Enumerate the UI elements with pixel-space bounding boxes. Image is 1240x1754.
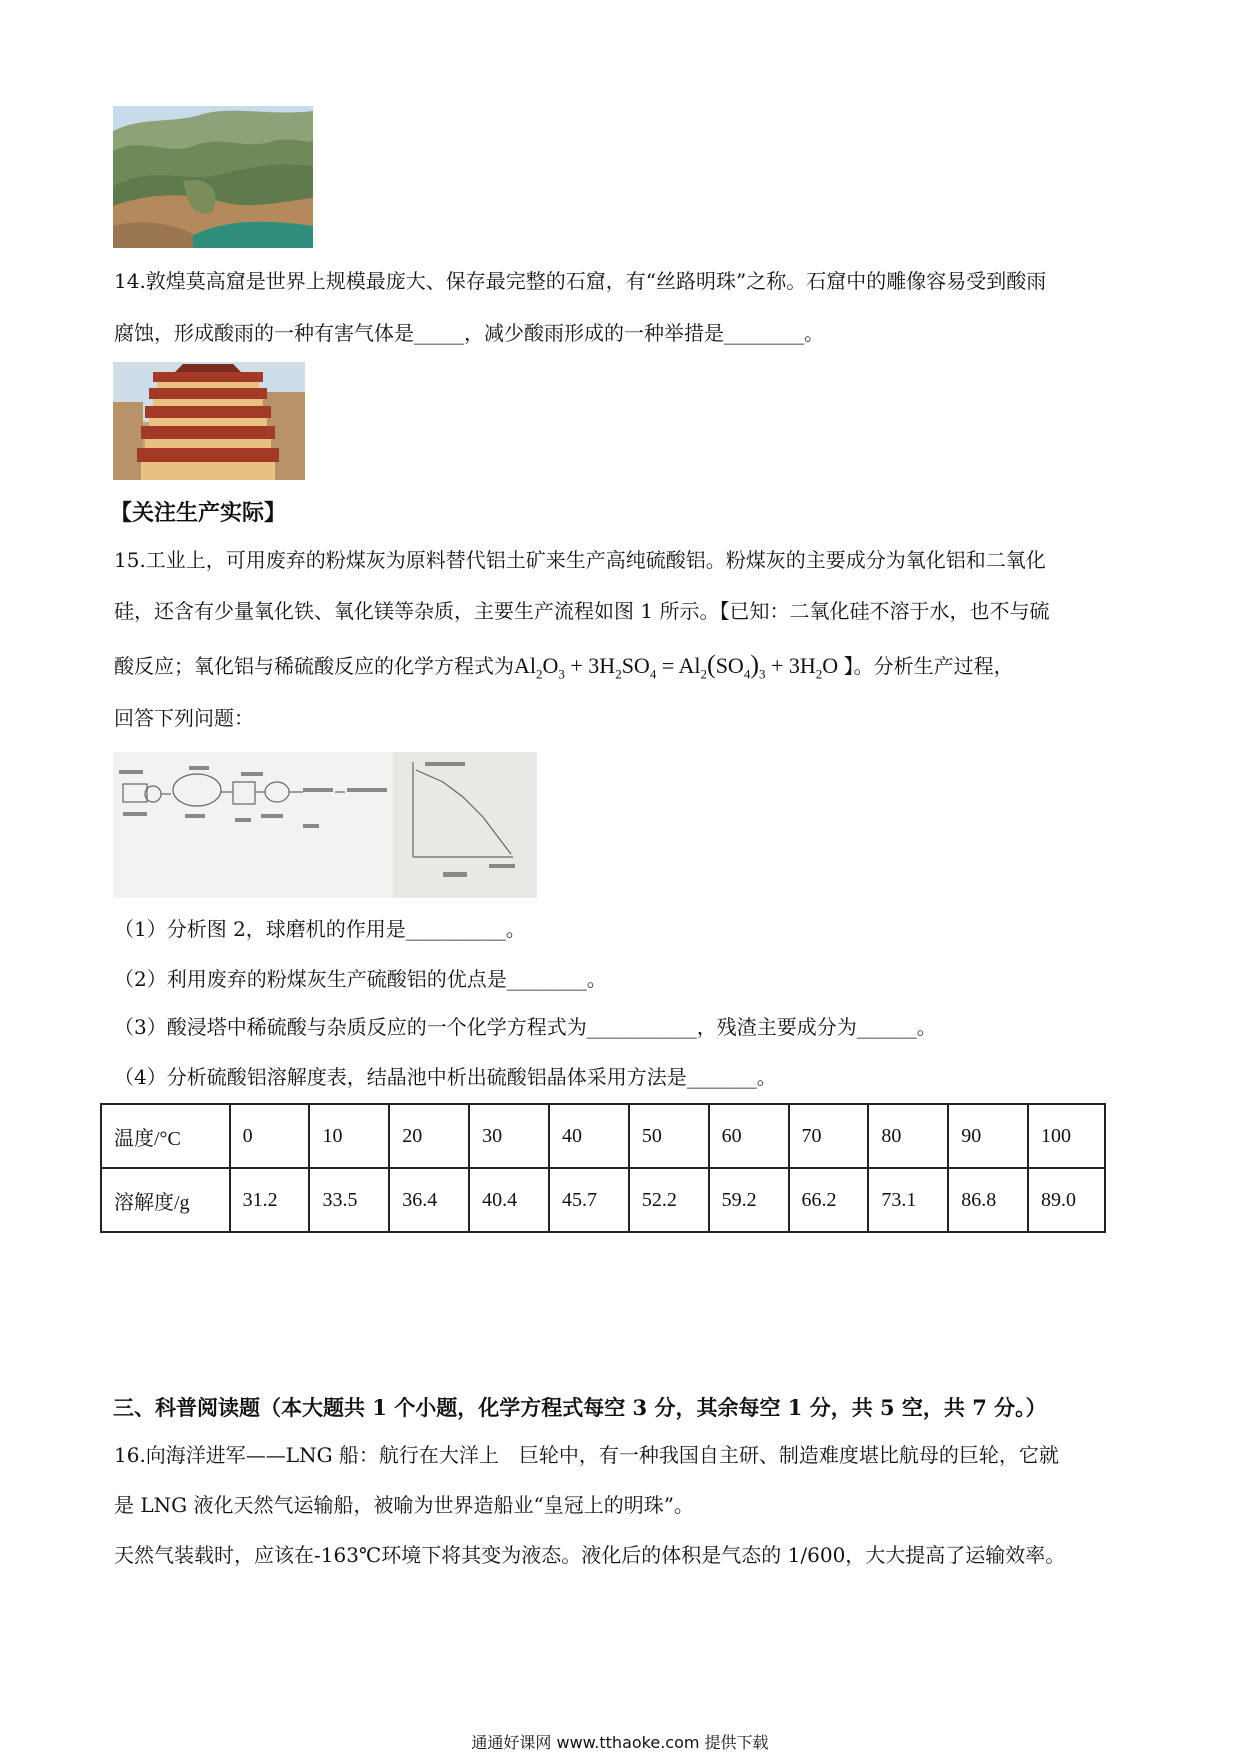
q14-line-2: 腐蚀，形成酸雨的一种有害气体是_____，减少酸雨形成的一种举措是________。 [114, 321, 824, 345]
temperature-cell: 90 [948, 1104, 1028, 1168]
production-flow-figure [113, 752, 537, 898]
section-3-heading: 三、科普阅读题（本大题共 1 个小题，化学方程式每空 3 分，其余每空 1 分，共 5 空，共 7 分。） [113, 1395, 1047, 1420]
q15-line-1: 15.工业上，可用废弃的粉煤灰为原料替代铝土矿来生产高纯硫酸铝。粉煤灰的主要成分为氧化铝和二氧化 [114, 548, 1046, 572]
temperature-cell: 30 [469, 1104, 549, 1168]
q15-line-3-prefix: 酸反应；氧化铝与稀硫酸反应的化学方程式为 [114, 654, 514, 678]
temperature-cell: 10 [309, 1104, 389, 1168]
solubility-label: 溶解度/g [101, 1168, 230, 1232]
solubility-cell: 89.0 [1028, 1168, 1105, 1232]
temperature-cell: 0 [230, 1104, 310, 1168]
q15-line-3 [114, 650, 1014, 689]
q15-sub-1: （1）分析图 2，球磨机的作用是__________。 [114, 917, 526, 941]
solubility-cell: 59.2 [709, 1168, 789, 1232]
q14-line-1: 14.敦煌莫高窟是世界上规模最庞大、保存最完整的石窟，有“丝路明珠”之称。石窟中的雕像容易受到酸雨 [114, 269, 1047, 293]
q16-line-2: 是 LNG 液化天然气运输船，被喻为世界造船业“皇冠上的明珠”。 [114, 1493, 694, 1517]
temperature-cell: 100 [1028, 1104, 1105, 1168]
temperature-cell: 20 [389, 1104, 469, 1168]
q15-sub-2: （2）利用废弃的粉煤灰生产硫酸铝的优点是________。 [114, 967, 607, 991]
solubility-cell: 86.8 [948, 1168, 1028, 1232]
mogao-grotto-image [113, 362, 305, 480]
solubility-row [101, 1168, 1105, 1232]
chemical-equation: $Al_2O_3 + 3H_2SO_4 = Al_2(SO_4)_3 + 3H_2O$ [514, 650, 844, 682]
section-focus-production: 【关注生产实际】 [110, 500, 287, 526]
temperature-row [101, 1104, 1105, 1168]
solubility-cell: 31.2 [230, 1168, 310, 1232]
q16-line-1: 16.向海洋进军——LNG 船：航行在大洋上 巨轮中，有一种我国自主研、制造难度堪比航母的巨轮，它就 [114, 1443, 1059, 1467]
temperature-label: 温度/°C [101, 1104, 230, 1168]
solubility-cell: 73.1 [868, 1168, 948, 1232]
temperature-cell: 40 [549, 1104, 629, 1168]
temperature-cell: 70 [789, 1104, 869, 1168]
q15-line-3-suffix: 】。分析生产过程， [843, 654, 1014, 678]
q16-line-3: 天然气装载时，应该在-163℃环境下将其变为液态。液化后的体积是气态的 1/600，大大提高了运输效率。 [114, 1543, 1066, 1567]
q15-line-4: 回答下列问题： [114, 706, 254, 730]
temperature-cell: 60 [709, 1104, 789, 1168]
solubility-cell: 36.4 [389, 1168, 469, 1232]
q15-sub-3: （3）酸浸塔中稀硫酸与杂质反应的一个化学方程式为___________，残渣主要成分为______。 [114, 1015, 937, 1039]
gorge-landscape-image [113, 106, 313, 248]
solubility-table [100, 1103, 1106, 1233]
q15-line-2: 硅，还含有少量氧化铁、氧化镁等杂质，主要生产流程如图 1 所示。【已知：二氧化硅不溶于水，也不与硫 [114, 599, 1050, 623]
page-footer: 通通好课网 www.tthaoke.com 提供下载 [471, 1733, 769, 1752]
solubility-cell: 40.4 [469, 1168, 549, 1232]
q15-sub-4: （4）分析硫酸铝溶解度表，结晶池中析出硫酸铝晶体采用方法是_______。 [114, 1065, 777, 1089]
solubility-cell: 66.2 [789, 1168, 869, 1232]
solubility-cell: 45.7 [549, 1168, 629, 1232]
solubility-cell: 33.5 [309, 1168, 389, 1232]
temperature-cell: 50 [629, 1104, 709, 1168]
temperature-cell: 80 [868, 1104, 948, 1168]
solubility-cell: 52.2 [629, 1168, 709, 1232]
